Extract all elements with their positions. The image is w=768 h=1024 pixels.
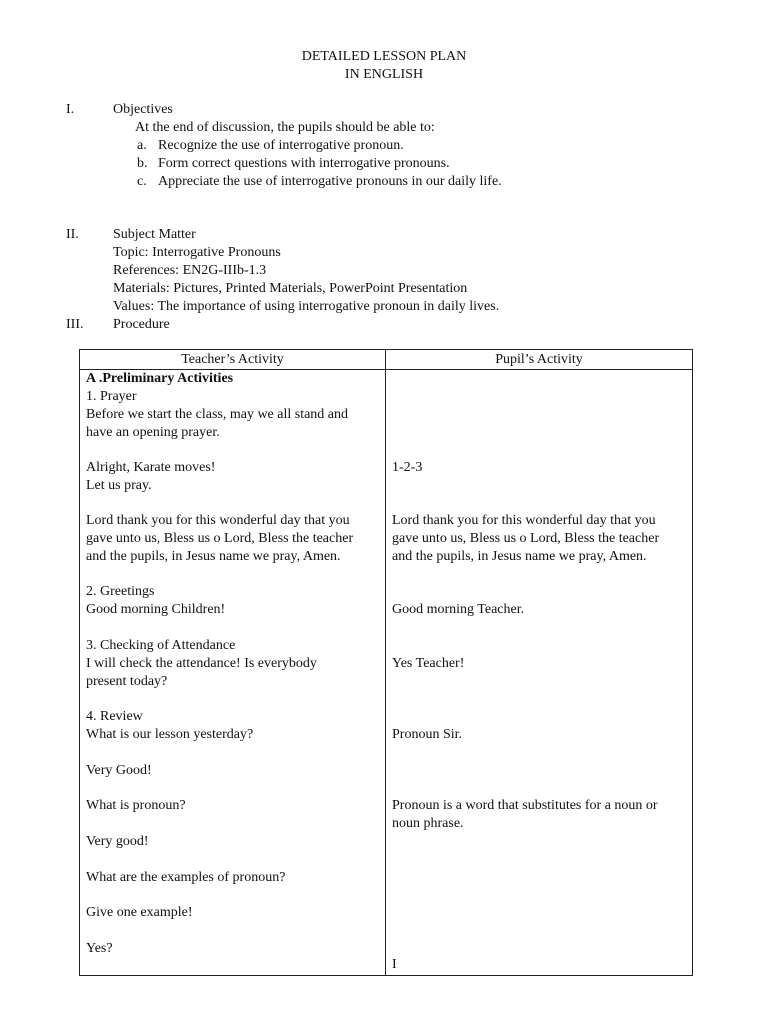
teacher-line: Give one example! [86,905,193,920]
objectives-intro: At the end of discussion, the pupils should be able to: [135,120,435,135]
pupil-line: noun phrase. [392,816,464,831]
teacher-activity-cell [80,370,386,976]
column-header-teacher: Teacher’s Activity [80,350,386,370]
objective-item: Recognize the use of interrogative pronoun. [158,138,404,153]
pupil-line: gave unto us, Bless us o Lord, Bless the teacher [392,531,660,546]
objective-marker: b. [137,156,148,171]
teacher-line: Yes? [86,941,113,956]
pupil-line: Pronoun Sir. [392,727,463,742]
preliminary-activities-heading: A .Preliminary Activities [86,371,234,386]
teacher-line: Lord thank you for this wonderful day that you [86,513,350,528]
teacher-line: 1. Prayer [86,389,137,404]
teacher-line: What is our lesson yesterday? [86,727,254,742]
subject-values: Values: The importance of using interrogative pronoun in daily lives. [113,299,500,314]
teacher-line: What are the examples of pronoun? [86,870,286,885]
table-header-row [80,350,693,370]
activity-table [79,349,693,976]
teacher-line: 4. Review [86,709,143,724]
objective-item: Appreciate the use of interrogative pronouns in our daily life. [158,174,502,189]
teacher-line: present today? [86,674,168,689]
pupil-line: Good morning Teacher. [392,602,525,617]
objective-marker: a. [137,138,147,153]
teacher-line: I will check the attendance! Is everybody [86,656,317,671]
pupil-line: 1-2-3 [392,460,423,475]
teacher-line: What is pronoun? [86,798,186,813]
section-numeral-subject-matter: II. [66,227,79,242]
section-numeral-procedure: III. [66,317,84,332]
section-numeral-objectives: I. [66,102,75,117]
section-heading-subject-matter: Subject Matter [113,227,196,242]
teacher-line: Alright, Karate moves! [86,460,216,475]
teacher-line: Very good! [86,834,149,849]
teacher-line: Let us pray. [86,478,152,493]
teacher-line: and the pupils, in Jesus name we pray, Amen. [86,549,341,564]
teacher-line: have an opening prayer. [86,425,220,440]
document-subtitle: IN ENGLISH [344,67,424,82]
objective-item: Form correct questions with interrogative pronouns. [158,156,450,171]
section-heading-procedure: Procedure [113,317,170,332]
subject-topic: Topic: Interrogative Pronouns [113,245,281,260]
pupil-line: Lord thank you for this wonderful day that you [392,513,656,528]
pupil-activity-cell [386,370,693,976]
pupil-line: I [392,957,397,972]
teacher-line: 2. Greetings [86,584,155,599]
teacher-line: gave unto us, Bless us o Lord, Bless the teacher [86,531,354,546]
pupil-line: Yes Teacher! [392,656,465,671]
document-title: DETAILED LESSON PLAN [301,49,467,64]
teacher-line: Very Good! [86,763,152,778]
objective-marker: c. [137,174,147,189]
column-header-pupil: Pupil’s Activity [386,350,693,370]
subject-references: References: EN2G-IIIb-1.3 [113,263,267,278]
section-heading-objectives: Objectives [113,102,173,117]
teacher-line: Before we start the class, may we all stand and [86,407,349,422]
pupil-line: Pronoun is a word that substitutes for a noun or [392,798,658,813]
table-row [80,370,693,976]
pupil-line: and the pupils, in Jesus name we pray, Amen. [392,549,647,564]
teacher-line: 3. Checking of Attendance [86,638,236,653]
teacher-line: Good morning Children! [86,602,226,617]
subject-materials: Materials: Pictures, Printed Materials, PowerPoint Presentation [113,281,468,296]
